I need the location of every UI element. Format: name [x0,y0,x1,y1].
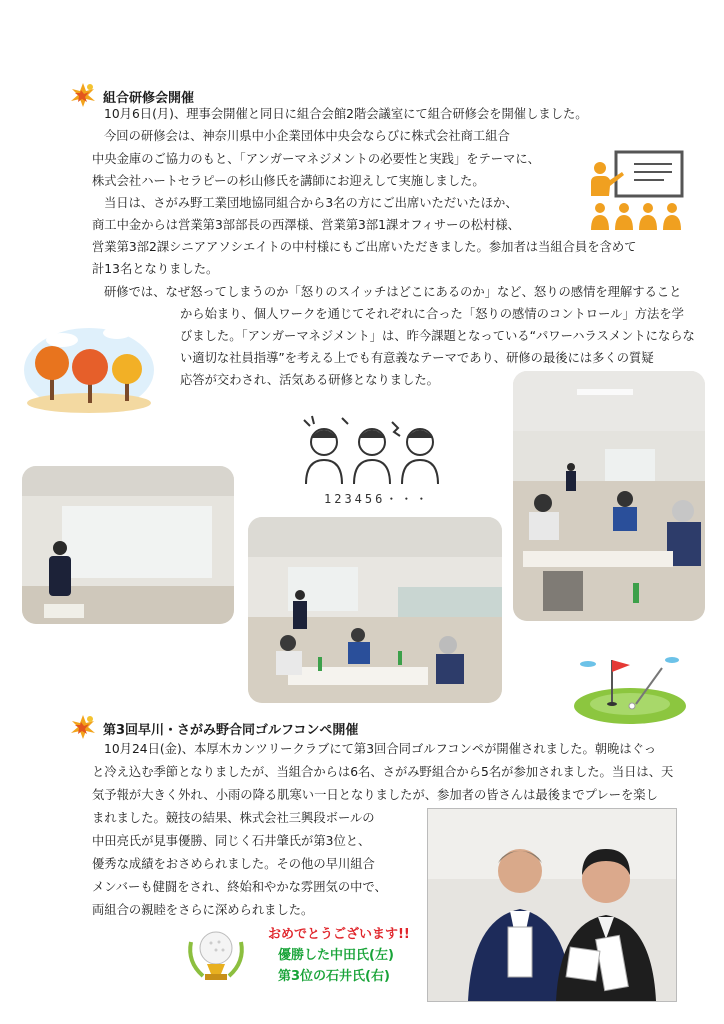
autumn-leaves-icon [68,712,98,742]
angry-people-illustration [302,412,442,484]
section1-line: 10月6日(月)、理事会開催と同日に組合会館2階会議室にて組合研修会を開催しました。 [104,107,588,121]
section1-line: 研修では、なぜ怒ってしまうのか「怒りのスイッチはどこにあるのか」など、怒りの感情を理解すること [104,285,682,299]
section2-line: 優秀な成績をおさめられました。その他の早川組合 [92,857,375,871]
section2-line: と冷え込む季節となりましたが、当組合からは6名、さがみ野組合から5名が参加されました。当日は、天 [92,765,674,779]
section2-line: メンバーも健闘をされ、終始和やかな雰囲気の中で、 [92,880,387,894]
seminar-photo-presenter [22,466,234,624]
section1-line: から始まり、個人ワークを通じてそれぞれに合った「怒りの感情のコントロール」方法を学 [180,307,684,321]
section1-line: 計13名となりました。 [92,262,219,276]
lecture-presentation-icon [588,150,688,232]
section1-heading: 組合研修会開催 [103,91,195,106]
section1-line: い適切な社員指導”を考える上でも有意義なテーマであり、研修の最後には多くの質疑 [180,351,654,365]
seminar-photo-room [248,517,502,703]
winner-caption: 優勝した中田氏(左) [278,948,394,963]
golf-trophy-illustration [183,922,249,988]
section1-line: 今回の研修会は、神奈川県中小企業団体中央会ならびに株式会社商工組合 [104,129,510,143]
section2-line: 中田亮氏が見事優勝、同じく石井肇氏が第3位と、 [92,834,371,848]
autumn-leaves-icon [68,80,98,110]
section2-line: 気予報が大きく外れ、小雨の降る肌寒い一日となりましたが、参加者の皆さんは最後までプレーを楽し [92,788,658,802]
section2-heading: 第3回早川・さがみ野合同ゴルフコンペ開催 [103,723,359,738]
section1-line: 中央金庫のご協力のもと、「アンガーマネジメントの必要性と実践」をテーマに、 [92,152,540,166]
third-place-caption: 第3位の石井氏(右) [278,969,390,984]
section2-line: 両組合の親睦をさらに深められました。 [92,903,314,917]
section2-line: 10月24日(金)、本厚木カンツリークラブにて第3回合同ゴルフコンペが開催されました。朝晩はぐっ [104,742,657,756]
section1-line: 営業第3部2課シニアアソシエイトの中村様にもご出席いただきました。参加者は当組合員を含めて [92,240,637,254]
congrats-text: おめでとうございます!! [268,927,410,942]
section1-line: 商工中金からは営業第3部部長の西澤様、営業第3部1課オフィサーの松村様、 [92,218,520,232]
section1-line: びました。「アンガーマネジメント」は、昨今課題となっている“パワーハラスメントにならな [180,329,695,343]
section2-line: まれました。競技の結果、株式会社三興段ボールの [92,811,375,825]
section1-line: 応答が交わされ、活気ある研修となりました。 [180,373,439,387]
seminar-photo-participants [513,371,705,621]
section1-line: 株式会社ハートセラピーの杉山修氏を講師にお迎えして実施しました。 [92,174,485,188]
counting-text: 123456・・・ [324,492,431,506]
golf-winners-photo [427,808,677,1002]
golf-green-illustration [572,650,688,725]
section1-line: 当日は、さがみ野工業団地協同組合から3名の方にご出席いただいたほか、 [104,196,518,210]
autumn-trees-illustration [22,315,157,415]
